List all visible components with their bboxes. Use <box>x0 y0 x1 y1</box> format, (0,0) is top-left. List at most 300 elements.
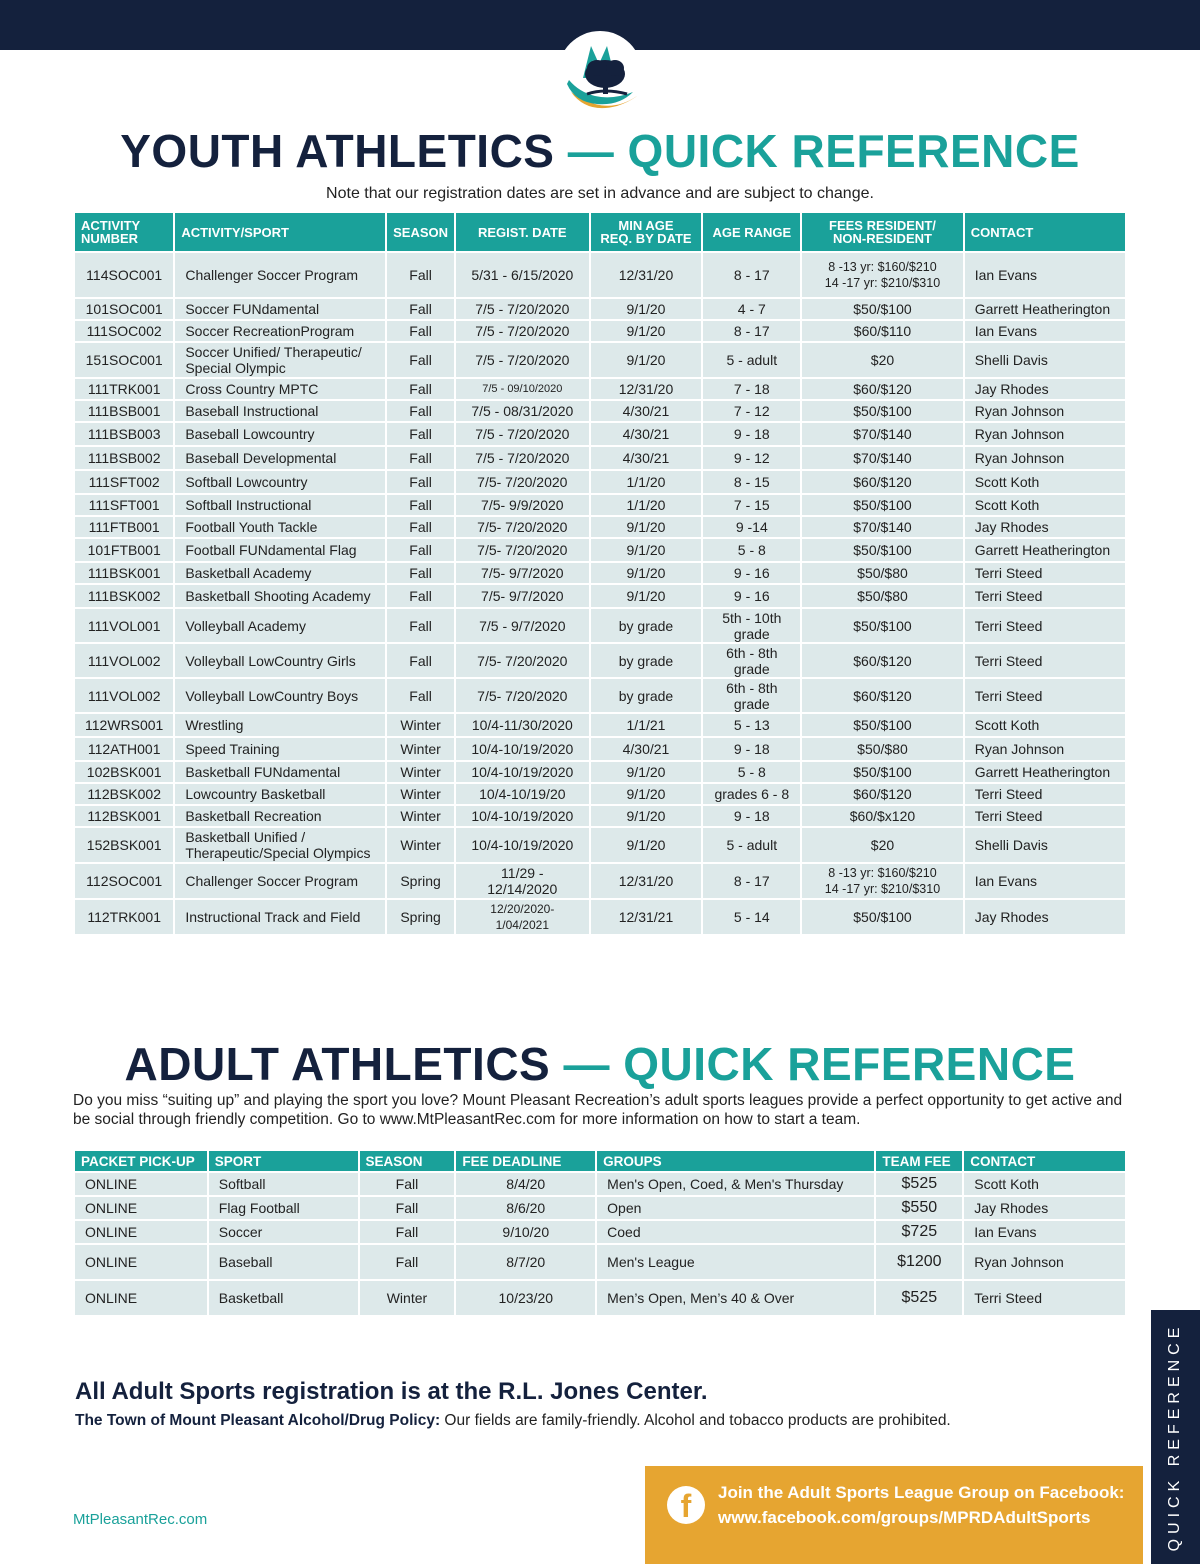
activity-number-cell <box>75 609 173 642</box>
fees-cell-text: $50/$80 <box>857 741 908 757</box>
activity-number-cell-text: 151SOC001 <box>85 352 163 368</box>
min-age-cell-text: 4/30/21 <box>622 403 670 419</box>
season-cell <box>387 343 454 377</box>
season-cell-text: Winter <box>400 786 441 802</box>
min-age-cell-text: 12/31/21 <box>618 909 674 925</box>
adult-contact-cell: Terri Steed <box>964 1281 1125 1315</box>
activity-sport-cell-text: Baseball Lowcountry <box>185 426 315 442</box>
packet-pickup-cell: ONLINE <box>75 1221 207 1243</box>
season-cell-text: Fall <box>409 519 432 535</box>
min-age-cell <box>591 828 702 862</box>
youth-table-header <box>75 213 1125 251</box>
youth-table-row <box>75 253 1125 297</box>
regist-date-cell <box>456 563 589 583</box>
contact-cell-text: Scott Koth <box>974 497 1040 513</box>
fees-cell-text: $20 <box>870 837 895 853</box>
min-age-cell-text: 1/1/20 <box>626 497 666 513</box>
fees-cell-text: $70/$140 <box>853 450 912 466</box>
fees-cell-text: 8 -13 yr: $160/$210 <box>828 866 937 880</box>
season-cell <box>387 644 454 677</box>
contact-cell <box>965 644 1125 677</box>
regist-date-cell-text: 7/5 - 7/20/2020 <box>475 450 570 466</box>
adult-table-header <box>75 1151 1125 1171</box>
contact-cell-text: Terri Steed <box>974 588 1043 604</box>
age-range-cell-text: 6th - 8th <box>726 679 778 696</box>
activity-number-cell <box>75 517 173 537</box>
fees-cell-text: $20 <box>870 352 895 368</box>
min-age-cell-text: 9/1/20 <box>626 323 666 339</box>
min-age-cell <box>591 738 702 760</box>
activity-number-cell-text: 111BSK002 <box>87 588 161 604</box>
age-range-cell-text: 4 - 7 <box>737 301 766 317</box>
season-cell-text: Fall <box>409 403 432 419</box>
contact-cell <box>965 495 1125 515</box>
youth-table-row <box>75 609 1125 642</box>
min-age-cell <box>591 495 702 515</box>
contact-cell-text: Scott Koth <box>974 474 1040 490</box>
min-age-cell <box>591 539 702 561</box>
youth-table-row <box>75 495 1125 515</box>
contact-cell-text: Garrett Heatherington <box>974 764 1111 780</box>
min-age-cell-text: 1/1/21 <box>626 717 666 733</box>
activity-number-cell <box>75 806 173 826</box>
youth-table-row <box>75 585 1125 607</box>
season-cell <box>387 321 454 341</box>
regist-date-cell-text: 7/5- 7/20/2020 <box>477 542 568 558</box>
activity-number-cell <box>75 585 173 607</box>
age-range-cell-text: 5 - 14 <box>733 909 770 925</box>
regist-date-cell-text: 7/5 - 7/20/2020 <box>475 352 570 368</box>
contact-cell-text: Terri Steed <box>974 786 1043 802</box>
contact-cell <box>965 714 1125 736</box>
regist-date-cell <box>456 714 589 736</box>
fees-cell <box>802 784 962 804</box>
activity-number-cell <box>75 539 173 561</box>
side-tab <box>1151 1310 1200 1564</box>
fees-cell-text: $60/$110 <box>853 323 912 339</box>
min-age-cell <box>591 784 702 804</box>
contact-cell-text: Ian Evans <box>974 323 1037 339</box>
groups-cell: Men’s Open, Men’s 40 & Over <box>597 1281 874 1315</box>
contact-cell-text: Garrett Heatherington <box>974 301 1111 317</box>
season-cell <box>387 738 454 760</box>
header-fee-deadline: FEE DEADLINE <box>456 1151 595 1171</box>
activity-sport-cell-text: Instructional Track and Field <box>185 909 361 925</box>
season-cell <box>387 806 454 826</box>
activity-sport-cell <box>175 401 385 421</box>
activity-number-cell-text: 111BSB002 <box>87 450 161 466</box>
regist-date-cell-text: 7/5- 7/20/2020 <box>477 474 568 490</box>
regist-date-cell <box>456 644 589 677</box>
season-cell-text: Winter <box>400 837 441 853</box>
season-cell-text: Fall <box>409 617 432 634</box>
age-range-cell-text: 7 - 12 <box>733 403 770 419</box>
adult-season-cell: Fall <box>360 1221 455 1243</box>
contact-cell-text: Ian Evans <box>974 873 1037 889</box>
facebook-headline: Join the Adult Sports League Group on Facebook: <box>718 1483 1125 1502</box>
packet-pickup-cell: ONLINE <box>75 1281 207 1315</box>
fees-cell-text: $50/$100 <box>853 717 912 733</box>
contact-cell <box>965 563 1125 583</box>
regist-date-cell <box>456 379 589 399</box>
fees-cell-text: 14 -17 yr: $210/$310 <box>824 276 941 290</box>
activity-sport-cell-text: Softball Lowcountry <box>185 474 308 490</box>
youth-table-row <box>75 471 1125 493</box>
min-age-cell-text: 9/1/20 <box>626 301 666 317</box>
season-cell-text: Fall <box>409 352 432 368</box>
regist-date-cell <box>456 828 589 862</box>
contact-cell <box>965 784 1125 804</box>
fees-cell-text: $60/$120 <box>853 687 912 704</box>
fees-cell-text: $60/$120 <box>853 652 912 669</box>
activity-number-cell-text: 112SOC001 <box>86 873 163 889</box>
min-age-cell-text: by grade <box>618 687 674 704</box>
contact-cell <box>965 517 1125 537</box>
season-cell <box>387 714 454 736</box>
activity-number-cell-text: 114SOC001 <box>86 267 163 283</box>
adult-title-accent: — QUICK REFERENCE <box>563 1038 1076 1090</box>
min-age-cell <box>591 900 702 934</box>
activity-sport-cell-text: Basketball Recreation <box>185 808 322 824</box>
age-range-cell <box>703 609 800 642</box>
regist-date-cell <box>456 784 589 804</box>
season-cell-text: Fall <box>409 267 432 283</box>
season-cell-text: Fall <box>409 542 432 558</box>
activity-sport-cell-text: Volleyball LowCountry Girls <box>185 652 356 669</box>
regist-date-cell-text: 7/5 - 08/31/2020 <box>471 403 574 419</box>
youth-table-row <box>75 644 1125 677</box>
season-cell <box>387 253 454 297</box>
youth-table-row <box>75 762 1125 782</box>
header-activity-number: ACTIVITY NUMBER <box>75 213 173 251</box>
activity-sport-cell-text: Volleyball Academy <box>185 617 306 634</box>
age-range-cell-text: grade <box>733 625 770 642</box>
sport-cell: Soccer <box>209 1221 358 1243</box>
season-cell-text: Fall <box>409 381 432 397</box>
regist-date-cell <box>456 401 589 421</box>
activity-sport-cell <box>175 471 385 493</box>
fees-cell <box>802 299 962 319</box>
regist-date-cell <box>456 321 589 341</box>
activity-sport-cell-text: Volleyball LowCountry Boys <box>185 687 359 704</box>
activity-number-cell <box>75 679 173 712</box>
season-cell <box>387 517 454 537</box>
activity-number-cell-text: 102BSK001 <box>86 764 162 780</box>
activity-sport-cell <box>175 321 385 341</box>
youth-table-row <box>75 343 1125 377</box>
min-age-cell <box>591 401 702 421</box>
regist-date-cell-text: 7/5 - 7/20/2020 <box>475 301 570 317</box>
fees-cell-text: $50/$100 <box>853 301 912 317</box>
header-regist-date: REGIST. DATE <box>456 213 589 251</box>
age-range-cell <box>703 379 800 399</box>
activity-sport-cell <box>175 563 385 583</box>
youth-table-row <box>75 784 1125 804</box>
age-range-cell-text: 9 - 18 <box>733 808 770 824</box>
contact-cell <box>965 806 1125 826</box>
contact-cell <box>965 343 1125 377</box>
website-link[interactable]: MtPleasantRec.com <box>73 1511 208 1528</box>
contact-cell <box>965 679 1125 712</box>
age-range-cell-text: 8 - 15 <box>733 474 770 490</box>
activity-sport-cell-text: Wrestling <box>185 717 244 733</box>
activity-number-cell-text: 111FTB001 <box>88 519 160 535</box>
age-range-cell-text: grades 6 - 8 <box>714 786 790 802</box>
age-range-cell-text: 5 - adult <box>726 352 778 368</box>
min-age-cell-text: 9/1/20 <box>626 519 666 535</box>
regist-date-cell <box>456 585 589 607</box>
contact-cell-text: Ryan Johnson <box>974 426 1065 442</box>
age-range-cell <box>703 864 800 898</box>
youth-title-accent: — QUICK REFERENCE <box>567 125 1080 177</box>
adult-section-title <box>0 1037 1200 1091</box>
sport-cell: Flag Football <box>209 1197 358 1219</box>
activity-number-cell <box>75 379 173 399</box>
activity-sport-cell-text: Special Olympic <box>185 360 286 376</box>
header-adult-season: SEASON <box>360 1151 455 1171</box>
contact-cell-text: Ryan Johnson <box>974 450 1065 466</box>
season-cell-text: Fall <box>409 450 432 466</box>
age-range-cell <box>703 585 800 607</box>
adult-reference-table <box>73 1149 1127 1317</box>
season-cell <box>387 299 454 319</box>
contact-cell <box>965 379 1125 399</box>
season-cell-text: Winter <box>400 764 441 780</box>
regist-date-cell-text: 1/04/2021 <box>495 918 549 932</box>
youth-table-row <box>75 517 1125 537</box>
fees-cell <box>802 806 962 826</box>
header-min-age: MIN AGE REQ. BY DATE <box>591 213 702 251</box>
age-range-cell <box>703 828 800 862</box>
activity-sport-cell <box>175 864 385 898</box>
team-fee-cell: $525 <box>876 1281 962 1315</box>
fees-cell <box>802 517 962 537</box>
min-age-cell-text: 12/31/20 <box>618 873 674 889</box>
age-range-cell <box>703 517 800 537</box>
adult-season-cell: Fall <box>360 1173 455 1195</box>
age-range-cell-text: 9 - 16 <box>733 588 770 604</box>
age-range-cell-text: 5 - 8 <box>737 764 766 780</box>
fees-cell-text: $70/$140 <box>853 426 912 442</box>
activity-sport-cell <box>175 495 385 515</box>
regist-date-cell-text: 7/5- 9/7/2020 <box>481 565 564 581</box>
age-range-cell-text: 5 - 13 <box>733 717 770 733</box>
age-range-cell <box>703 299 800 319</box>
contact-cell <box>965 864 1125 898</box>
contact-cell <box>965 738 1125 760</box>
youth-section-title <box>0 124 1200 178</box>
contact-cell <box>965 423 1125 445</box>
registration-note: Note that our registration dates are set in advance and are subject to change. <box>326 185 874 202</box>
activity-number-cell <box>75 900 173 934</box>
season-cell <box>387 401 454 421</box>
age-range-cell <box>703 900 800 934</box>
activity-sport-cell-text: Basketball Shooting Academy <box>185 588 371 604</box>
age-range-cell-text: 5 - 8 <box>737 542 766 558</box>
regist-date-cell-text: 7/5- 7/20/2020 <box>477 519 568 535</box>
season-cell <box>387 762 454 782</box>
regist-date-cell <box>456 447 589 469</box>
regist-date-cell-text: 7/5- 7/20/2020 <box>477 687 568 704</box>
activity-number-cell-text: 111SFT002 <box>88 474 160 490</box>
age-range-cell <box>703 762 800 782</box>
fees-cell <box>802 900 962 934</box>
header-contact: CONTACT <box>965 213 1125 251</box>
season-cell <box>387 447 454 469</box>
regist-date-cell-text: 10/4-10/19/2020 <box>471 741 574 757</box>
activity-sport-cell <box>175 299 385 319</box>
age-range-cell-text: 8 - 17 <box>733 873 770 889</box>
policy-label: The Town of Mount Pleasant Alcohol/Drug Policy: <box>75 1412 441 1429</box>
regist-date-cell-text: 12/20/2020- <box>490 902 555 916</box>
min-age-cell <box>591 343 702 377</box>
season-cell-text: Winter <box>400 808 441 824</box>
regist-date-cell-text: 7/5 - 7/20/2020 <box>475 426 570 442</box>
header-packet-pickup: PACKET PICK-UP <box>75 1151 207 1171</box>
min-age-cell <box>591 806 702 826</box>
fee-deadline-cell: 10/23/20 <box>456 1281 595 1315</box>
min-age-cell <box>591 517 702 537</box>
activity-sport-cell-text: Soccer Unified/ Therapeutic/ <box>185 344 362 360</box>
age-range-cell-text: 7 - 18 <box>733 381 770 397</box>
youth-table-row <box>75 738 1125 760</box>
contact-cell <box>965 321 1125 341</box>
adult-contact-cell: Ian Evans <box>964 1221 1125 1243</box>
regist-date-cell <box>456 299 589 319</box>
min-age-cell-text: 9/1/20 <box>626 565 666 581</box>
sport-cell: Softball <box>209 1173 358 1195</box>
activity-number-cell <box>75 253 173 297</box>
activity-sport-cell <box>175 828 385 862</box>
age-range-cell-text: 6th - 8th <box>726 644 778 661</box>
facebook-url[interactable]: www.facebook.com/groups/MPRDAdultSports <box>718 1508 1091 1527</box>
contact-cell <box>965 401 1125 421</box>
adult-table-row <box>75 1173 1125 1195</box>
min-age-cell <box>591 585 702 607</box>
facebook-text <box>718 1480 1124 1530</box>
youth-table-row <box>75 379 1125 399</box>
sport-cell: Baseball <box>209 1245 358 1279</box>
regist-date-cell-text: 10/4-11/30/2020 <box>471 717 573 733</box>
season-cell <box>387 585 454 607</box>
adult-contact-cell: Scott Koth <box>964 1173 1125 1195</box>
season-cell-text: Fall <box>409 497 432 513</box>
fees-cell-text: $50/$100 <box>853 617 912 634</box>
fees-cell-text: $50/$80 <box>857 588 908 604</box>
contact-cell <box>965 585 1125 607</box>
age-range-cell <box>703 714 800 736</box>
contact-cell <box>965 299 1125 319</box>
fees-cell <box>802 495 962 515</box>
fees-cell <box>802 343 962 377</box>
activity-sport-cell <box>175 714 385 736</box>
contact-cell-text: Terri Steed <box>974 565 1043 581</box>
alcohol-drug-policy <box>75 1412 951 1430</box>
regist-date-cell <box>456 738 589 760</box>
fees-cell-text: $60/$120 <box>853 786 912 802</box>
activity-number-cell-text: 112WRS001 <box>85 717 164 733</box>
age-range-cell-text: 8 - 17 <box>733 267 770 283</box>
age-range-cell <box>703 738 800 760</box>
age-range-cell <box>703 447 800 469</box>
regist-date-cell-text: 7/5- 9/9/2020 <box>481 497 564 513</box>
fees-cell <box>802 762 962 782</box>
contact-cell-text: Garrett Heatherington <box>974 542 1111 558</box>
contact-cell-text: Terri Steed <box>974 687 1043 704</box>
header-activity-sport: ACTIVITY/SPORT <box>175 213 385 251</box>
activity-number-cell-text: 152BSK001 <box>86 837 162 853</box>
season-cell <box>387 900 454 934</box>
youth-table-row <box>75 563 1125 583</box>
activity-sport-cell-text: Challenger Soccer Program <box>185 873 359 889</box>
age-range-cell <box>703 539 800 561</box>
activity-number-cell <box>75 714 173 736</box>
activity-sport-cell-text: Soccer RecreationProgram <box>185 323 355 339</box>
fees-cell <box>802 447 962 469</box>
age-range-cell <box>703 806 800 826</box>
activity-number-cell <box>75 471 173 493</box>
age-range-cell <box>703 679 800 712</box>
age-range-cell <box>703 784 800 804</box>
regist-date-cell <box>456 679 589 712</box>
youth-table-row <box>75 714 1125 736</box>
fees-cell <box>802 321 962 341</box>
season-cell <box>387 679 454 712</box>
activity-number-cell <box>75 864 173 898</box>
activity-sport-cell <box>175 447 385 469</box>
fees-cell-text: $70/$140 <box>853 519 912 535</box>
header-team-fee: TEAM FEE <box>876 1151 962 1171</box>
min-age-cell-text: 9/1/20 <box>626 542 666 558</box>
min-age-cell <box>591 864 702 898</box>
fees-cell-text: $60/$120 <box>853 474 912 490</box>
contact-cell-text: Ryan Johnson <box>974 403 1065 419</box>
age-range-cell <box>703 563 800 583</box>
team-fee-cell: $1200 <box>876 1245 962 1279</box>
header-groups: GROUPS <box>597 1151 874 1171</box>
facebook-group-banner[interactable] <box>645 1466 1143 1564</box>
activity-sport-cell <box>175 784 385 804</box>
contact-cell-text: Jay Rhodes <box>974 381 1049 397</box>
contact-cell-text: Terri Steed <box>974 617 1043 634</box>
season-cell <box>387 828 454 862</box>
regist-date-cell <box>456 517 589 537</box>
season-cell-text: Winter <box>400 741 441 757</box>
activity-number-cell <box>75 299 173 319</box>
min-age-cell-text: by grade <box>618 617 674 634</box>
season-cell <box>387 423 454 445</box>
fees-cell <box>802 738 962 760</box>
activity-number-cell <box>75 762 173 782</box>
fees-cell-text: $50/$80 <box>857 565 908 581</box>
team-fee-cell: $525 <box>876 1173 962 1195</box>
youth-table-row <box>75 321 1125 341</box>
side-tab-label: QUICK REFERENCE <box>1166 1322 1183 1552</box>
contact-cell-text: Terri Steed <box>974 652 1043 669</box>
activity-sport-cell <box>175 900 385 934</box>
season-cell-text: Winter <box>400 717 441 733</box>
fees-cell <box>802 864 962 898</box>
min-age-cell-text: 9/1/20 <box>626 786 666 802</box>
regist-date-cell-text: 10/4-10/19/2020 <box>471 808 574 824</box>
fees-cell-text: $50/$100 <box>853 497 912 513</box>
fees-cell <box>802 609 962 642</box>
adult-season-cell: Winter <box>360 1281 455 1315</box>
fees-cell <box>802 714 962 736</box>
youth-table-row <box>75 828 1125 862</box>
activity-sport-cell <box>175 585 385 607</box>
fee-deadline-cell: 8/6/20 <box>456 1197 595 1219</box>
